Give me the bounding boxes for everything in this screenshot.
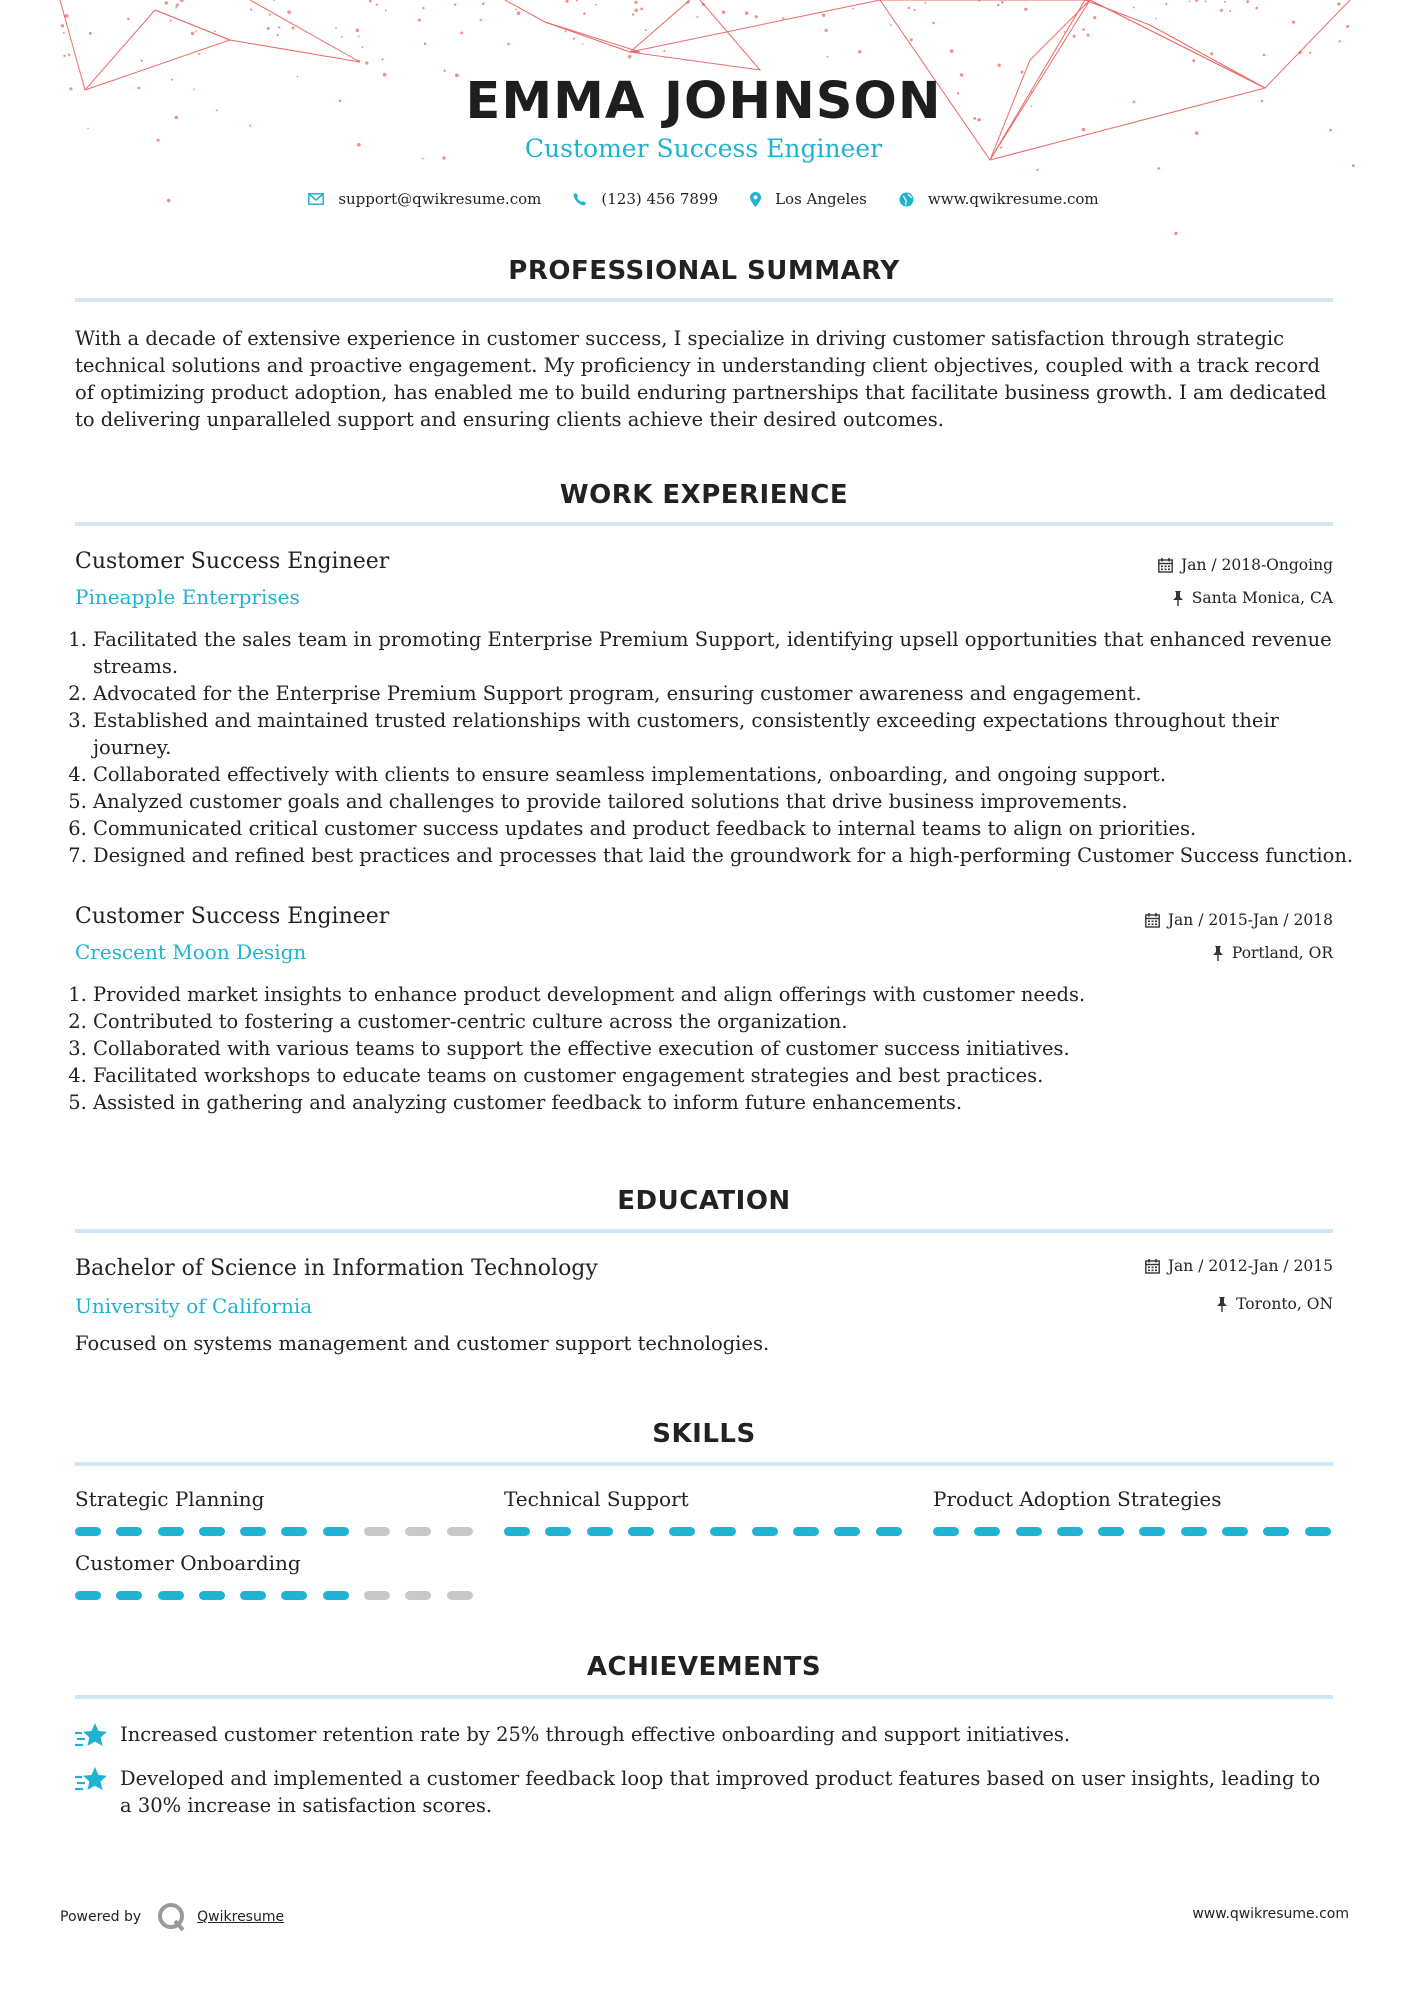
summary-divider [75, 298, 1333, 302]
job-1-location [1172, 589, 1333, 607]
skill-segment-filled [669, 1527, 695, 1536]
skill-segment-filled [710, 1527, 736, 1536]
skill-segment-filled [1098, 1527, 1124, 1536]
skill-segment-empty [364, 1527, 390, 1536]
experience-heading: WORK EXPERIENCE [559, 480, 849, 510]
pushpin-icon [1172, 591, 1184, 606]
skill-segment-filled [199, 1527, 225, 1536]
skill-segment-empty [447, 1527, 473, 1536]
skills-heading: SKILLS [652, 1419, 756, 1449]
skill-segment-filled [75, 1527, 101, 1536]
skill-level-bar [933, 1527, 1346, 1536]
achievement-item [75, 1765, 1337, 1819]
job-2-location-text: Portland, OR [1231, 944, 1333, 962]
contact-phone-text: (123) 456 7899 [601, 190, 719, 208]
skill-name: Technical Support [504, 1487, 689, 1511]
contact-location-text: Los Angeles [775, 190, 867, 208]
skill-segment-filled [116, 1527, 142, 1536]
achievement-text: Developed and implemented a customer feedback loop that improved product features based on user insights, leading to a 30% increase in satisfaction scores. [120, 1767, 1321, 1817]
calendar-icon [1158, 558, 1173, 573]
candidate-name: EMMA JOHNSON [465, 72, 942, 131]
contact-email-text: support@qwikresume.com [338, 190, 542, 208]
skill-name: Customer Onboarding [75, 1551, 301, 1575]
list-item: 1. Facilitated the sales team in promoting Enterprise Premium Support, identifying upsell opportunities that enhanced revenue streams. [93, 626, 1355, 680]
job-2-title: Customer Success Engineer [75, 904, 390, 929]
qwikresume-logo-icon [155, 1900, 189, 1934]
footer-website[interactable]: www.qwikresume.com [1192, 1906, 1349, 1922]
star-icon [75, 1721, 109, 1751]
skill-item [933, 1487, 1333, 1517]
job-1-company: Pineapple Enterprises [75, 585, 300, 609]
list-item: 5. Analyzed customer goals and challenges to provide tailored solutions that drive business improvements. [93, 788, 1355, 815]
skill-segment-filled [1263, 1527, 1289, 1536]
list-item: 4. Facilitated workshops to educate teams on customer engagement strategies and best practices. [93, 1062, 1355, 1089]
skill-segment-filled [1305, 1527, 1331, 1536]
experience-divider [75, 522, 1333, 526]
powered-by-label: Powered by [60, 1909, 142, 1925]
skill-segment-filled [1181, 1527, 1207, 1536]
skill-segment-filled [834, 1527, 860, 1536]
list-item: 2. Advocated for the Enterprise Premium Support program, ensuring customer awareness and engagement. [93, 680, 1355, 707]
skill-segment-filled [587, 1527, 613, 1536]
achievements-heading: ACHIEVEMENTS [586, 1652, 822, 1682]
skill-segment-filled [1057, 1527, 1083, 1536]
skill-level-bar [75, 1591, 488, 1600]
skill-segment-filled [158, 1527, 184, 1536]
summary-text: With a decade of extensive experience in customer success, I specialize in driving customer satisfaction through strategic technical solutions and proactive engagement. My proficiency in understanding client objectives, coupled with a track record of optimizing product adoption, has enabled me to build enduring partnerships that facilitate business growth. I am dedicated to delivering unparalleled support and ensuring clients achieve their desired outcomes. [75, 327, 1327, 431]
education-location-text: Toronto, ON [1236, 1295, 1333, 1313]
skill-segment-filled [628, 1527, 654, 1536]
skill-segment-filled [974, 1527, 1000, 1536]
map-pin-icon [750, 192, 761, 207]
list-item: 7. Designed and refined best practices and processes that laid the groundwork for a high-performing Customer Success function. [93, 842, 1355, 869]
skill-segment-filled [933, 1527, 959, 1536]
list-item: 5. Assisted in gathering and analyzing customer feedback to inform future enhancements. [93, 1089, 1355, 1116]
qwikresume-link[interactable]: Qwikresume [197, 1909, 285, 1925]
pushpin-icon [1216, 1297, 1228, 1312]
list-item: 1. Provided market insights to enhance product development and align offerings with customer needs. [93, 981, 1355, 1008]
envelope-icon [308, 193, 324, 205]
education-dates-text: Jan / 2012-Jan / 2015 [1167, 1257, 1333, 1275]
job-1-title: Customer Success Engineer [75, 549, 390, 574]
skill-level-bar [504, 1527, 917, 1536]
job-1-location-text: Santa Monica, CA [1191, 589, 1333, 607]
list-item: 3. Established and maintained trusted relationships with customers, consistently exceeding expectations throughout their journey. [93, 707, 1355, 761]
star-icon [75, 1765, 109, 1795]
job-2-location [1212, 944, 1333, 962]
skill-item [75, 1487, 475, 1517]
skill-segment-filled [158, 1591, 184, 1600]
list-item: 3. Collaborated with various teams to support the effective execution of customer success initiatives. [93, 1035, 1355, 1062]
achievement-text: Increased customer retention rate by 25% through effective onboarding and support initiatives. [120, 1723, 1071, 1746]
skill-segment-filled [545, 1527, 571, 1536]
skill-segment-filled [323, 1527, 349, 1536]
footer-powered-by [60, 1900, 284, 1934]
skill-segment-empty [405, 1527, 431, 1536]
skill-segment-filled [199, 1591, 225, 1600]
skill-segment-filled [281, 1591, 307, 1600]
achievements-divider [75, 1695, 1333, 1699]
skill-name: Strategic Planning [75, 1487, 265, 1511]
skill-segment-filled [75, 1591, 101, 1600]
education-degree: Bachelor of Science in Information Technology [75, 1256, 598, 1281]
education-divider [75, 1229, 1333, 1233]
job-1-dates [1158, 556, 1333, 574]
contact-email[interactable] [308, 190, 541, 208]
candidate-role: Customer Success Engineer [524, 134, 883, 163]
achievement-item [75, 1721, 1337, 1751]
skill-segment-empty [364, 1591, 390, 1600]
job-2-company: Crescent Moon Design [75, 940, 307, 964]
skill-segment-filled [752, 1527, 778, 1536]
skill-segment-filled [116, 1591, 142, 1600]
calendar-icon [1145, 1259, 1160, 1274]
list-item: 6. Communicated critical customer success updates and product feedback to internal teams to align on priorities. [93, 815, 1355, 842]
job-1-dates-text: Jan / 2018-Ongoing [1180, 556, 1333, 574]
job-2-dates [1145, 911, 1333, 929]
job-2-dates-text: Jan / 2015-Jan / 2018 [1167, 911, 1333, 929]
contact-location [750, 190, 867, 208]
skill-segment-empty [405, 1591, 431, 1600]
skill-segment-filled [1139, 1527, 1165, 1536]
education-dates [1145, 1257, 1333, 1275]
phone-icon [573, 192, 587, 206]
education-location [1216, 1295, 1333, 1313]
skill-item [75, 1551, 475, 1581]
job-1-bullets [75, 626, 1355, 869]
skill-segment-filled [504, 1527, 530, 1536]
skill-segment-filled [281, 1527, 307, 1536]
skill-segment-filled [1222, 1527, 1248, 1536]
skill-segment-filled [876, 1527, 902, 1536]
education-school: University of California [75, 1294, 313, 1318]
skill-segment-filled [1016, 1527, 1042, 1536]
globe-icon [899, 192, 914, 207]
list-item: 4. Collaborated effectively with clients to ensure seamless implementations, onboarding, and ongoing support. [93, 761, 1355, 788]
skill-level-bar [75, 1527, 488, 1536]
skill-segment-filled [793, 1527, 819, 1536]
skills-divider [75, 1462, 1333, 1466]
education-description: Focused on systems management and customer support technologies. [75, 1332, 770, 1355]
skill-name: Product Adoption Strategies [933, 1487, 1222, 1511]
contact-website-text: www.qwikresume.com [927, 190, 1099, 208]
contact-website[interactable] [899, 190, 1099, 208]
skill-segment-filled [323, 1591, 349, 1600]
skill-segment-empty [447, 1591, 473, 1600]
job-2-bullets [75, 981, 1355, 1116]
contact-bar [0, 187, 1407, 211]
skill-item [504, 1487, 904, 1517]
summary-heading: PROFESSIONAL SUMMARY [508, 256, 900, 286]
calendar-icon [1145, 913, 1160, 928]
contact-phone[interactable] [573, 190, 718, 208]
education-heading: EDUCATION [617, 1186, 791, 1216]
list-item: 2. Contributed to fostering a customer-centric culture across the organization. [93, 1008, 1355, 1035]
skill-segment-filled [240, 1591, 266, 1600]
pushpin-icon [1212, 946, 1224, 961]
skill-segment-filled [240, 1527, 266, 1536]
